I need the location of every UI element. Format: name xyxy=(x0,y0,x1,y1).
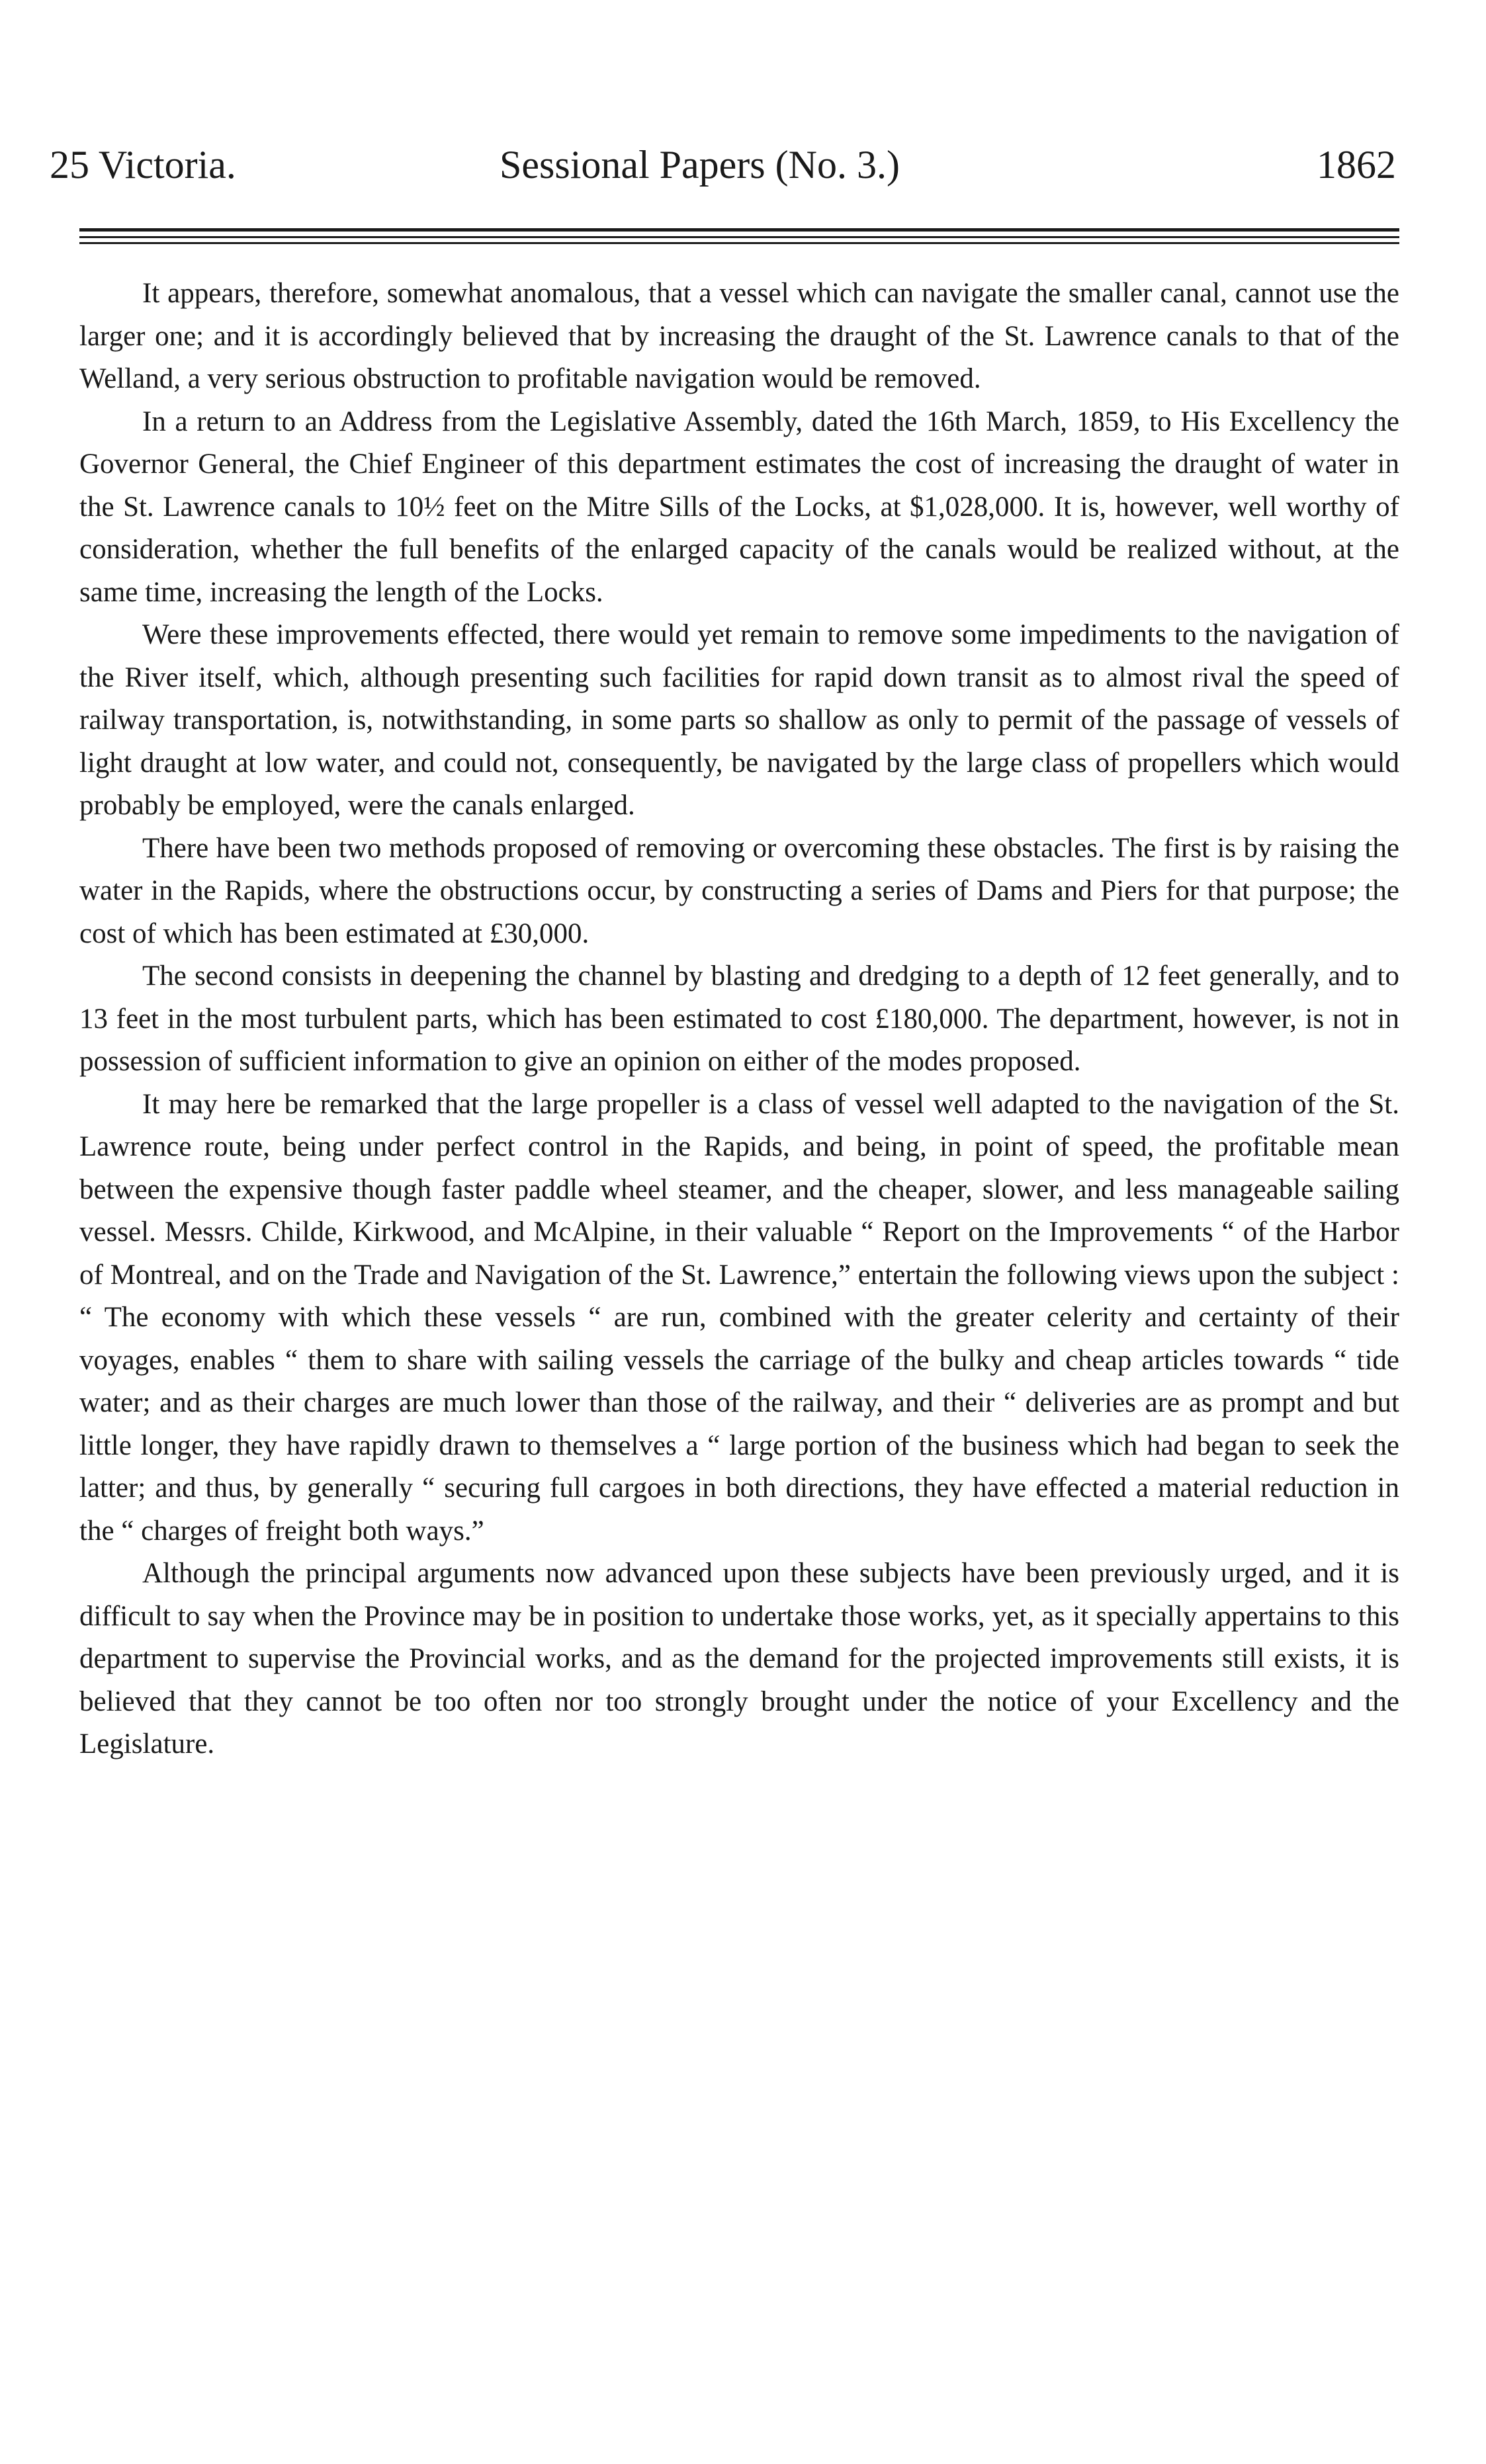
header-year: 1862 xyxy=(1317,143,1396,187)
paragraph-4: There have been two methods proposed of removing or overcoming these obstacles. The first is by raising the water in the Rapids, where the obstructions occur, by constructing a series of Dams and Piers for that purpose; the cost of which has been estimated at £30,000. xyxy=(79,832,1399,949)
header-session: 25 Victoria. xyxy=(50,143,236,187)
paragraph-3: Were these improvements effected, there would yet remain to remove some impediments to the navigation of the River itself, which, although presenting such facilities for rapid down transit as to almost rival the speed of railway transportation, is, notwithstanding, in some parts so shallow as only to permit of the passage of vessels of light draught at low water, and could not, consequently, be navigated by the large class of propellers which would probably be employed, were the canals enlarged. xyxy=(79,619,1399,821)
running-header xyxy=(50,142,1396,202)
paragraph-2: In a return to an Address from the Legislative Assembly, dated the 16th March, 1859, to His Excellency the Governor General, the Chief Engineer of this department estimates the cost of increasing the draught of water in the St. Lawrence canals to 10½ feet on the Mitre Sills of the Locks, at $1,028,000. It is, however, well worthy of consideration, whether the full benefits of the enlarged capacity of the canals would be realized without, at the same time, increasing the length of the Locks. xyxy=(79,405,1399,608)
header-rule-thin-2 xyxy=(79,242,1399,244)
header-title: Sessional Papers (No. 3.) xyxy=(500,143,900,187)
paragraph-1: It appears, therefore, somewhat anomalous, that a vessel which can navigate the smaller canal, cannot use the larger one; and it is accordingly believed that by increasing the draught of the St. Lawrence canals to that of the Welland, a very serious obstruction to profitable navigation would be removed. xyxy=(79,278,1399,394)
paragraph-7: Although the principal arguments now advanced upon these subjects have been previously urged, and it is difficult to say when the Province may be in position to undertake those works, yet, as it specially appertains to this department to supervise the Provincial works, and as the demand for the projected improvements still exists, it is believed that they cannot be too often nor too strongly brought under the notice of your Excellency and the Legislature. xyxy=(79,1558,1399,1760)
body-text xyxy=(79,273,1399,1766)
header-rule-thick xyxy=(79,228,1399,232)
header-rule-thin-1 xyxy=(79,236,1399,238)
paragraph-5: The second consists in deepening the channel by blasting and dredging to a depth of 12 feet generally, and to 13 feet in the most turbulent parts, which has been estimated to cost £180,000. The department, however, is not in possession of sufficient information to give an opinion on either of the modes proposed. xyxy=(79,960,1399,1077)
paragraph-6: It may here be remarked that the large propeller is a class of vessel well adapted to the navigation of the St. Lawrence route, being under perfect control in the Rapids, and being, in point of speed, the profitable mean between the expensive though faster paddle wheel steamer, and the cheaper, slower, and less manageable sailing vessel. Messrs. Childe, Kirkwood, and McAlpine, in their valuable “ Report on the Improvements “ of the Harbor of Montreal, and on the Trade and Navigation of the St. Lawrence,” entertain the following views upon the subject : “ The economy with which these vessels “ are run, combined with the greater celerity and certainty of their voyages, enables “ them to share with sailing vessels the carriage of the bulky and cheap articles towards “ tide water; and as their charges are much lower than those of the railway, and their “ deliveries are as prompt and but little longer, they have rapidly drawn to themselves a “ large portion of the business which had began to seek the latter; and thus, by generally “ securing full cargoes in both directions, they have effected a material reduction in the “ charges of freight both ways.” xyxy=(79,1088,1399,1547)
